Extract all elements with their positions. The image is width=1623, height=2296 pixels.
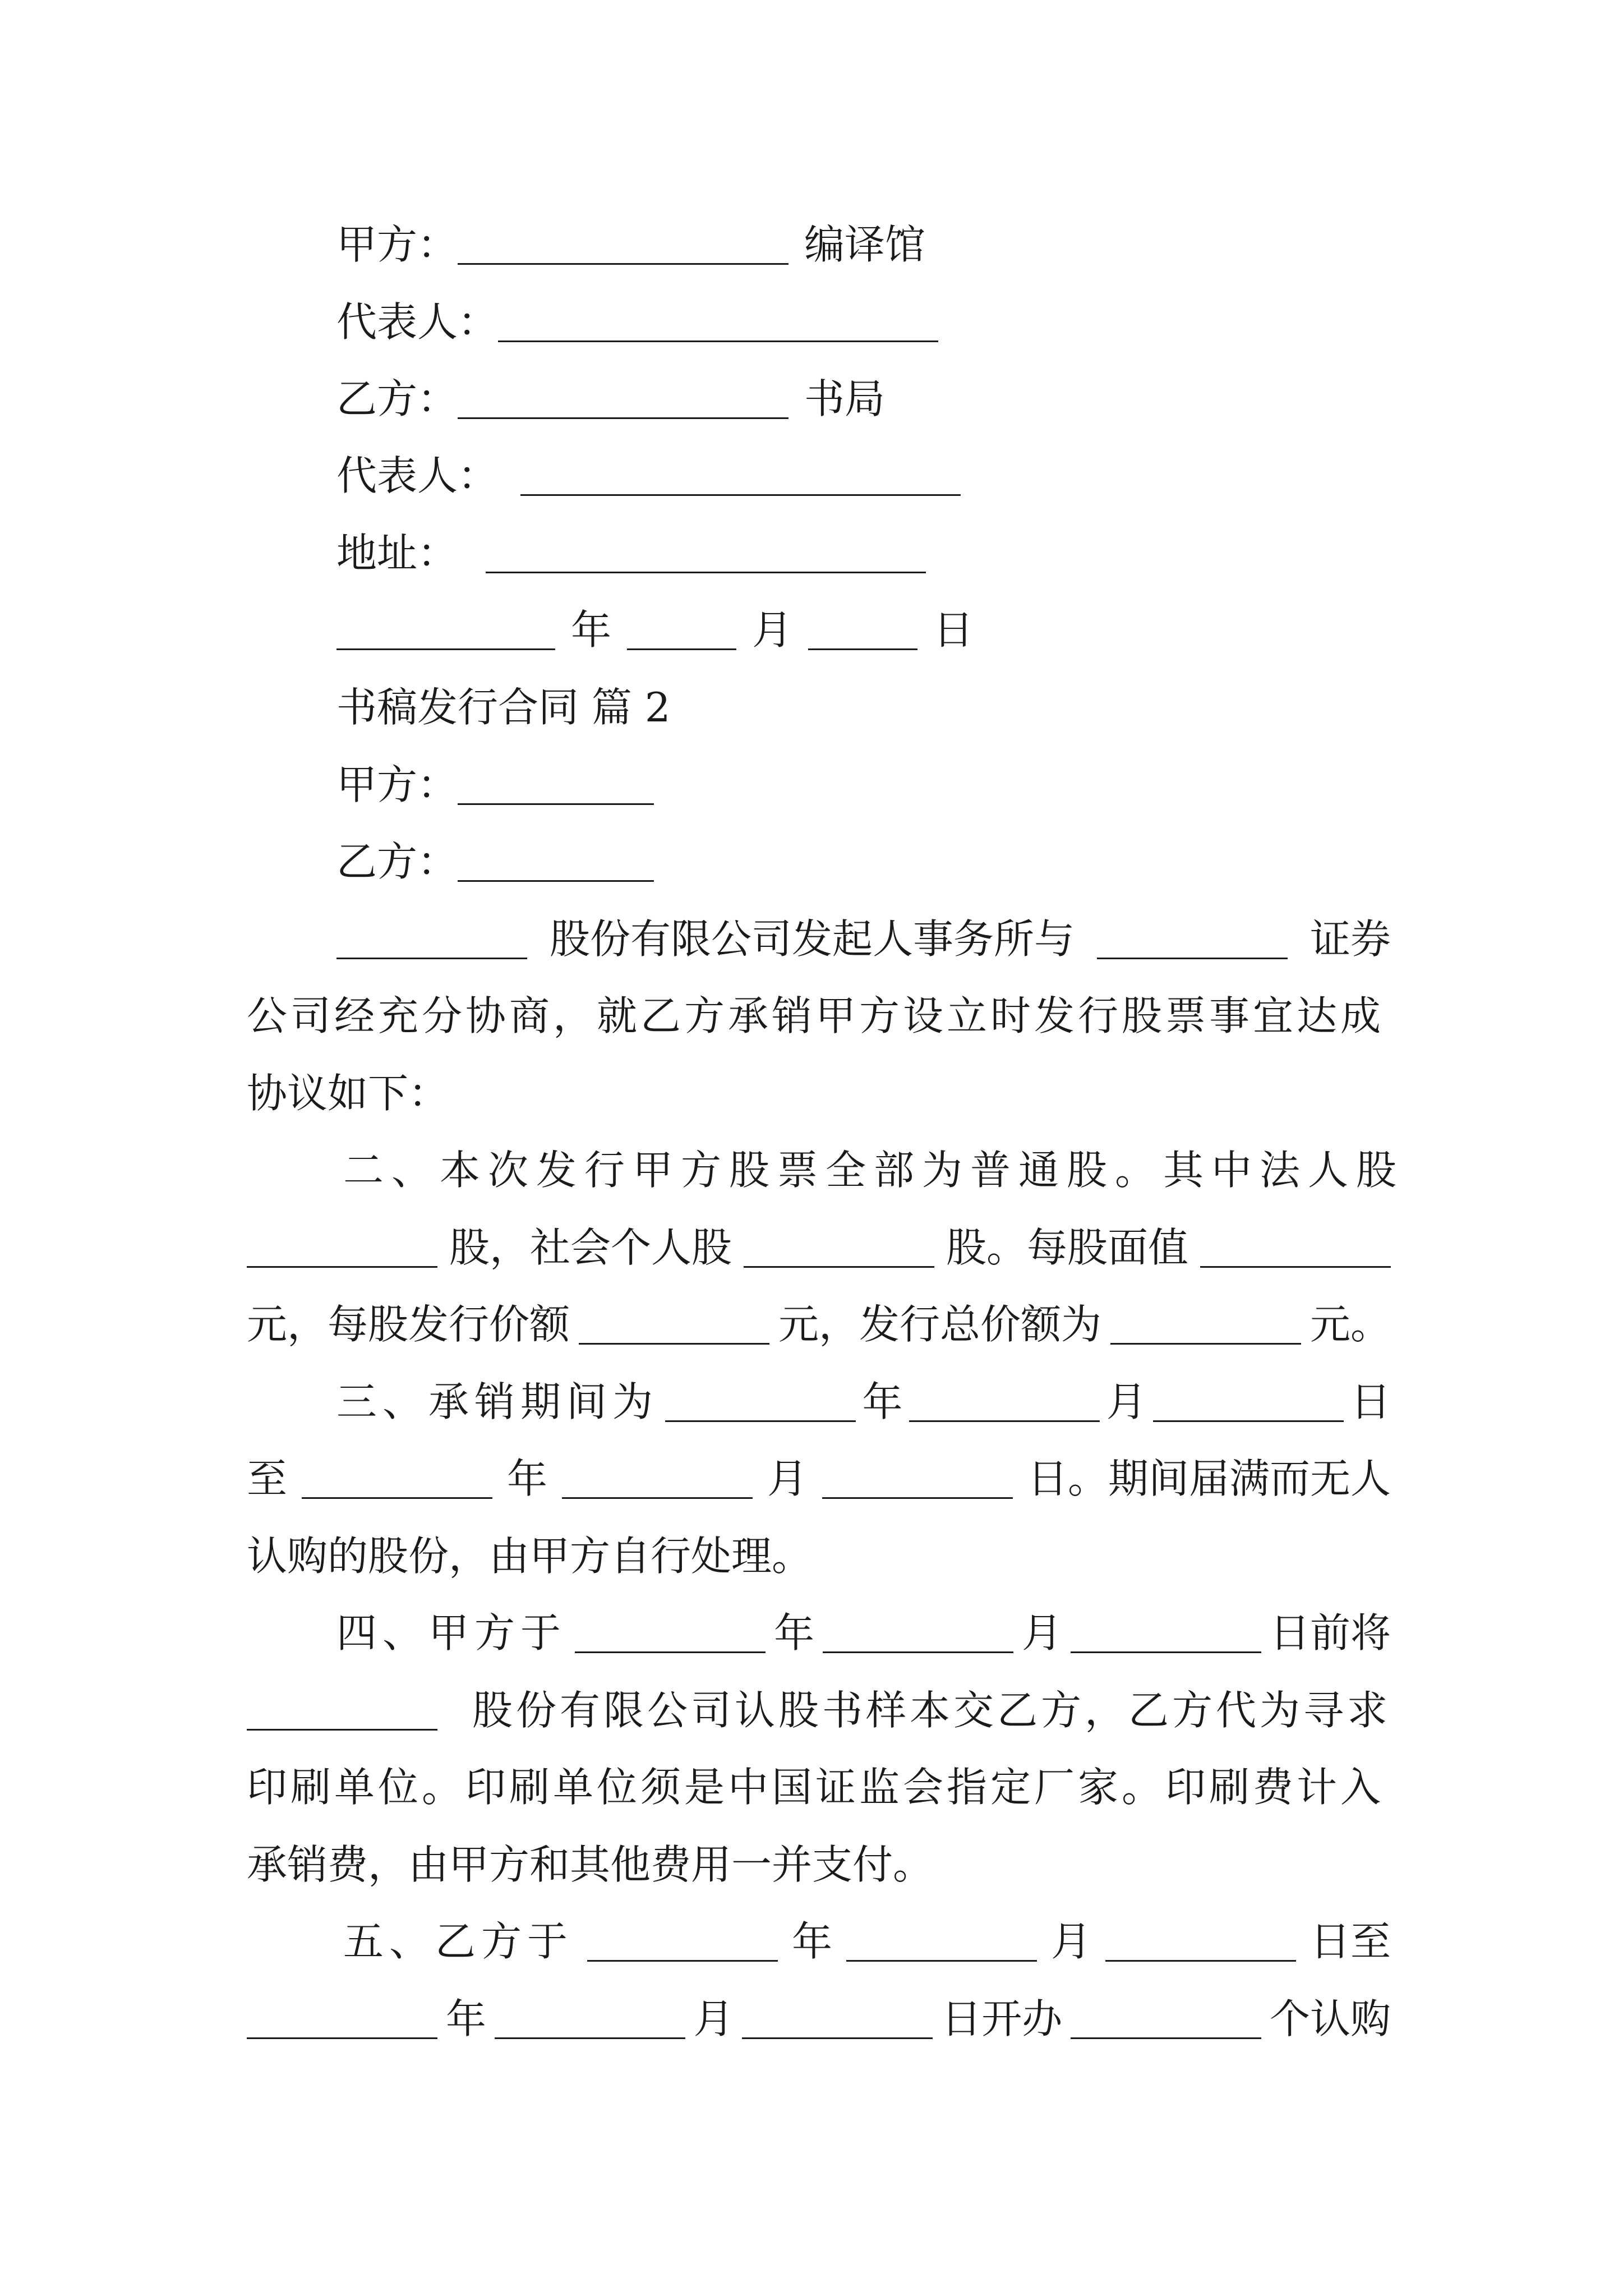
blank-field bbox=[336, 615, 555, 650]
blank-field bbox=[1200, 1232, 1391, 1268]
blank-field bbox=[846, 1926, 1037, 1962]
blank-field bbox=[520, 461, 961, 496]
blank-field bbox=[822, 1464, 1013, 1499]
paragraph-line: 二、本次发行甲方股票全部为普通股。其中法人股 bbox=[343, 1147, 1405, 1194]
paragraph-line bbox=[247, 915, 1391, 963]
party-b-name: 书局 bbox=[804, 375, 886, 422]
text: 月 bbox=[1050, 1918, 1091, 1965]
paragraph-line bbox=[247, 1995, 1391, 2042]
party-a-line bbox=[336, 221, 926, 268]
text: 年 bbox=[773, 1609, 814, 1657]
blank-field bbox=[1110, 1309, 1301, 1345]
blank-field bbox=[909, 1387, 1100, 1422]
party-b-label: 乙方： bbox=[336, 838, 458, 885]
blank-field bbox=[458, 846, 654, 882]
blank-field bbox=[247, 2004, 437, 2039]
blank-field bbox=[575, 1618, 766, 1653]
year-label: 年 bbox=[571, 606, 612, 654]
blank-field bbox=[562, 1464, 753, 1499]
blank-field bbox=[823, 1618, 1013, 1653]
text: 日至 bbox=[1310, 1918, 1391, 1965]
text: 日 bbox=[1350, 1378, 1391, 1425]
paragraph-line: 协议如下： bbox=[247, 1070, 449, 1117]
day-label: 日 bbox=[933, 606, 974, 654]
text: 个认购 bbox=[1269, 1995, 1391, 2042]
representative-label: 代表人： bbox=[336, 452, 499, 499]
text: 日。期间届满而无人 bbox=[1027, 1455, 1391, 1502]
blank-field bbox=[808, 615, 917, 650]
paragraph-line: 认购的股份，由甲方自行处理。 bbox=[247, 1533, 813, 1580]
party-a-label: 甲方： bbox=[336, 221, 458, 268]
text: 三、承销期间为 bbox=[336, 1378, 659, 1425]
paragraph-line: 承销费，由甲方和其他费用一并支付。 bbox=[247, 1841, 934, 1888]
text: 月 bbox=[1021, 1609, 1062, 1657]
text: 元，发行总价额为 bbox=[778, 1301, 1101, 1348]
text: 月 bbox=[693, 1995, 734, 2042]
text: 年 bbox=[445, 1995, 486, 2042]
blank-field bbox=[458, 770, 654, 805]
text: 股。每股面值 bbox=[946, 1224, 1188, 1271]
party-b-label: 乙方： bbox=[336, 375, 458, 422]
blank-field bbox=[627, 615, 736, 650]
blank-field bbox=[587, 1926, 778, 1962]
blank-field bbox=[458, 384, 789, 419]
blank-field bbox=[247, 1695, 437, 1731]
party-b-line bbox=[336, 375, 886, 422]
blank-field bbox=[579, 1309, 769, 1345]
representative-b-line bbox=[336, 452, 961, 499]
paragraph-line: 印刷单位。印刷单位须是中国证监会指定厂家。印刷费计入 bbox=[247, 1764, 1385, 1811]
text: 股份有限公司发起人事务所与 bbox=[549, 915, 1075, 963]
blank-field bbox=[495, 2004, 685, 2039]
blank-field bbox=[1097, 924, 1288, 959]
paragraph-line bbox=[247, 1455, 1391, 1502]
text: 元，每股发行价额 bbox=[247, 1301, 570, 1348]
text: 年 bbox=[862, 1378, 903, 1425]
text: 年 bbox=[506, 1455, 547, 1502]
text: 股份有限公司认股书样本交乙方，乙方代为寻求 bbox=[472, 1687, 1391, 1734]
text: 日开办 bbox=[941, 1995, 1063, 2042]
text: 月 bbox=[767, 1455, 808, 1502]
paragraph-line bbox=[247, 1378, 1391, 1425]
paragraph-line bbox=[247, 1609, 1391, 1657]
blank-field bbox=[498, 307, 938, 342]
blank-field bbox=[1105, 1926, 1296, 1962]
text: 五、乙方于 bbox=[343, 1918, 574, 1965]
blank-field bbox=[665, 1387, 856, 1422]
representative-a-line bbox=[336, 298, 938, 346]
blank-field bbox=[486, 538, 926, 573]
text: 月 bbox=[1106, 1378, 1147, 1425]
blank-field bbox=[744, 1232, 934, 1268]
text: 元。 bbox=[1310, 1301, 1391, 1348]
blank-field bbox=[247, 1232, 437, 1268]
paragraph-line bbox=[247, 1224, 1391, 1271]
blank-field bbox=[1071, 2004, 1261, 2039]
blank-field bbox=[336, 924, 527, 959]
blank-field bbox=[1153, 1387, 1344, 1422]
blank-field bbox=[1071, 1618, 1261, 1653]
representative-label: 代表人： bbox=[336, 298, 499, 346]
text: 证券 bbox=[1310, 915, 1391, 963]
paragraph-line bbox=[247, 1918, 1391, 1965]
address-label: 地址： bbox=[336, 530, 458, 577]
party-a-name: 编译馆 bbox=[804, 221, 926, 268]
paragraph-line bbox=[247, 1687, 1391, 1734]
party-a-label: 甲方： bbox=[336, 761, 458, 808]
section-title: 书稿发行合同 篇 2 bbox=[336, 684, 671, 731]
party-b-line-2 bbox=[336, 838, 654, 885]
text: 四、甲方于 bbox=[336, 1609, 567, 1657]
month-label: 月 bbox=[752, 606, 793, 654]
party-a-line-2 bbox=[336, 761, 654, 808]
blank-field bbox=[742, 2004, 933, 2039]
blank-field bbox=[302, 1464, 492, 1499]
date-line bbox=[336, 606, 974, 654]
text: 日前将 bbox=[1269, 1609, 1391, 1657]
text: 年 bbox=[791, 1918, 832, 1965]
paragraph-line bbox=[247, 1301, 1391, 1348]
blank-field bbox=[458, 229, 789, 265]
text: 股，社会个人股 bbox=[449, 1224, 732, 1271]
text: 至 bbox=[247, 1455, 288, 1502]
paragraph-line: 公司经充分协商，就乙方承销甲方设立时发行股票事宜达成 bbox=[247, 992, 1385, 1039]
address-line bbox=[336, 530, 926, 577]
